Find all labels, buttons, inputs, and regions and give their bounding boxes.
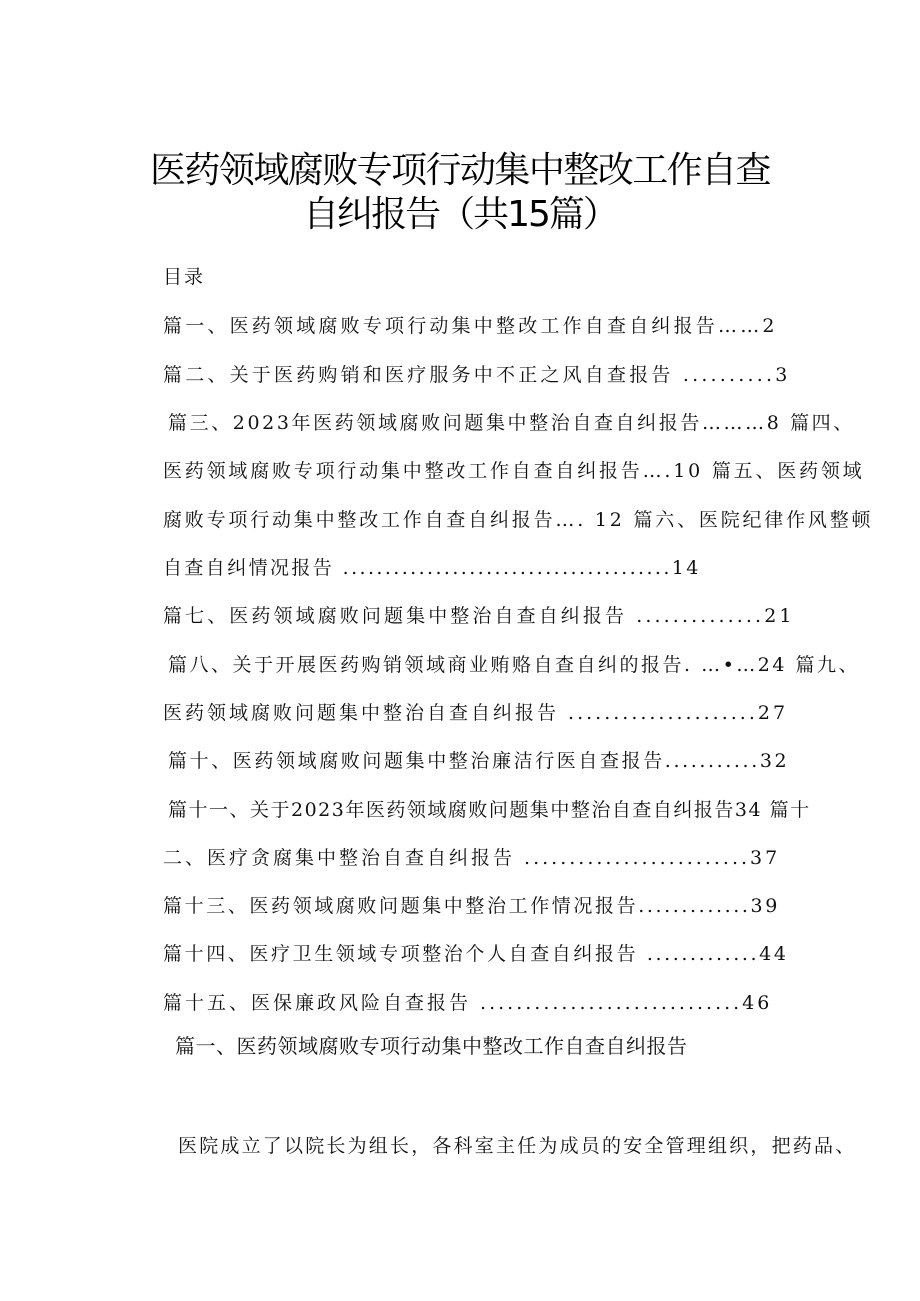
toc-entry: 医药领域腐败问题集中整治自查自纠报告 .....................27: [163, 702, 789, 724]
toc-entry: 篇十一、关于2023年医药领域腐败问题集中整治自查自纠报告34 篇十: [168, 799, 811, 821]
document-title-line-2: 自纠报告（共15篇）: [303, 194, 617, 235]
toc-entry: 篇一、医药领域腐败专项行动集中整改工作自查自纠报告……2: [163, 315, 778, 337]
toc-heading: 目录: [163, 266, 206, 288]
toc-entry: 腐败专项行动集中整改工作自查自纠报告…. 12 篇六、医院纪律作风整顿: [163, 509, 874, 531]
toc-entry: 篇十三、医药领域腐败问题集中整治工作情况报告.............39: [163, 895, 780, 917]
toc-entry: 二、医疗贪腐集中整治自查自纠报告 .........................37: [163, 847, 781, 869]
toc-entry: 篇十四、医疗卫生领域专项整治个人自查自纠报告 .............44: [163, 943, 789, 965]
toc-entry: 篇八、关于开展医药购销领域商业贿赂自查自纠的报告. …•…24 篇九、: [168, 654, 861, 676]
toc-entry: 篇十五、医保廉政风险自查报告 .............................46: [163, 992, 773, 1014]
toc-entry: 篇七、医药领域腐败问题集中整治自查自纠报告 ..............21: [163, 605, 795, 627]
toc-entry: 自查自纠情况报告 .......................................14: [163, 557, 701, 579]
body-paragraph: 医院成立了以院长为组长，各科室主任为成员的安全管理组织，把药品、: [178, 1135, 857, 1157]
toc-entry: 篇二、关于医药购销和医疗服务中不正之风自查报告 ..........3: [163, 364, 791, 386]
toc-entry: 篇十、医药领域腐败问题集中整治廉洁行医自查报告...........32: [168, 750, 790, 772]
toc-entry: 医药领域腐败专项行动集中整改工作自查自纠报告….10 篇五、医药领域: [163, 460, 865, 482]
section-heading: 篇一、医药领域腐败专项行动集中整改工作自查自纠报告: [175, 1034, 688, 1058]
document-title-line-1: 医药领域腐败专项行动集中整改工作自查: [149, 150, 770, 191]
toc-entry: 篇三、2023年医药领域腐败问题集中整治自查自纠报告………8 篇四、: [168, 412, 855, 434]
